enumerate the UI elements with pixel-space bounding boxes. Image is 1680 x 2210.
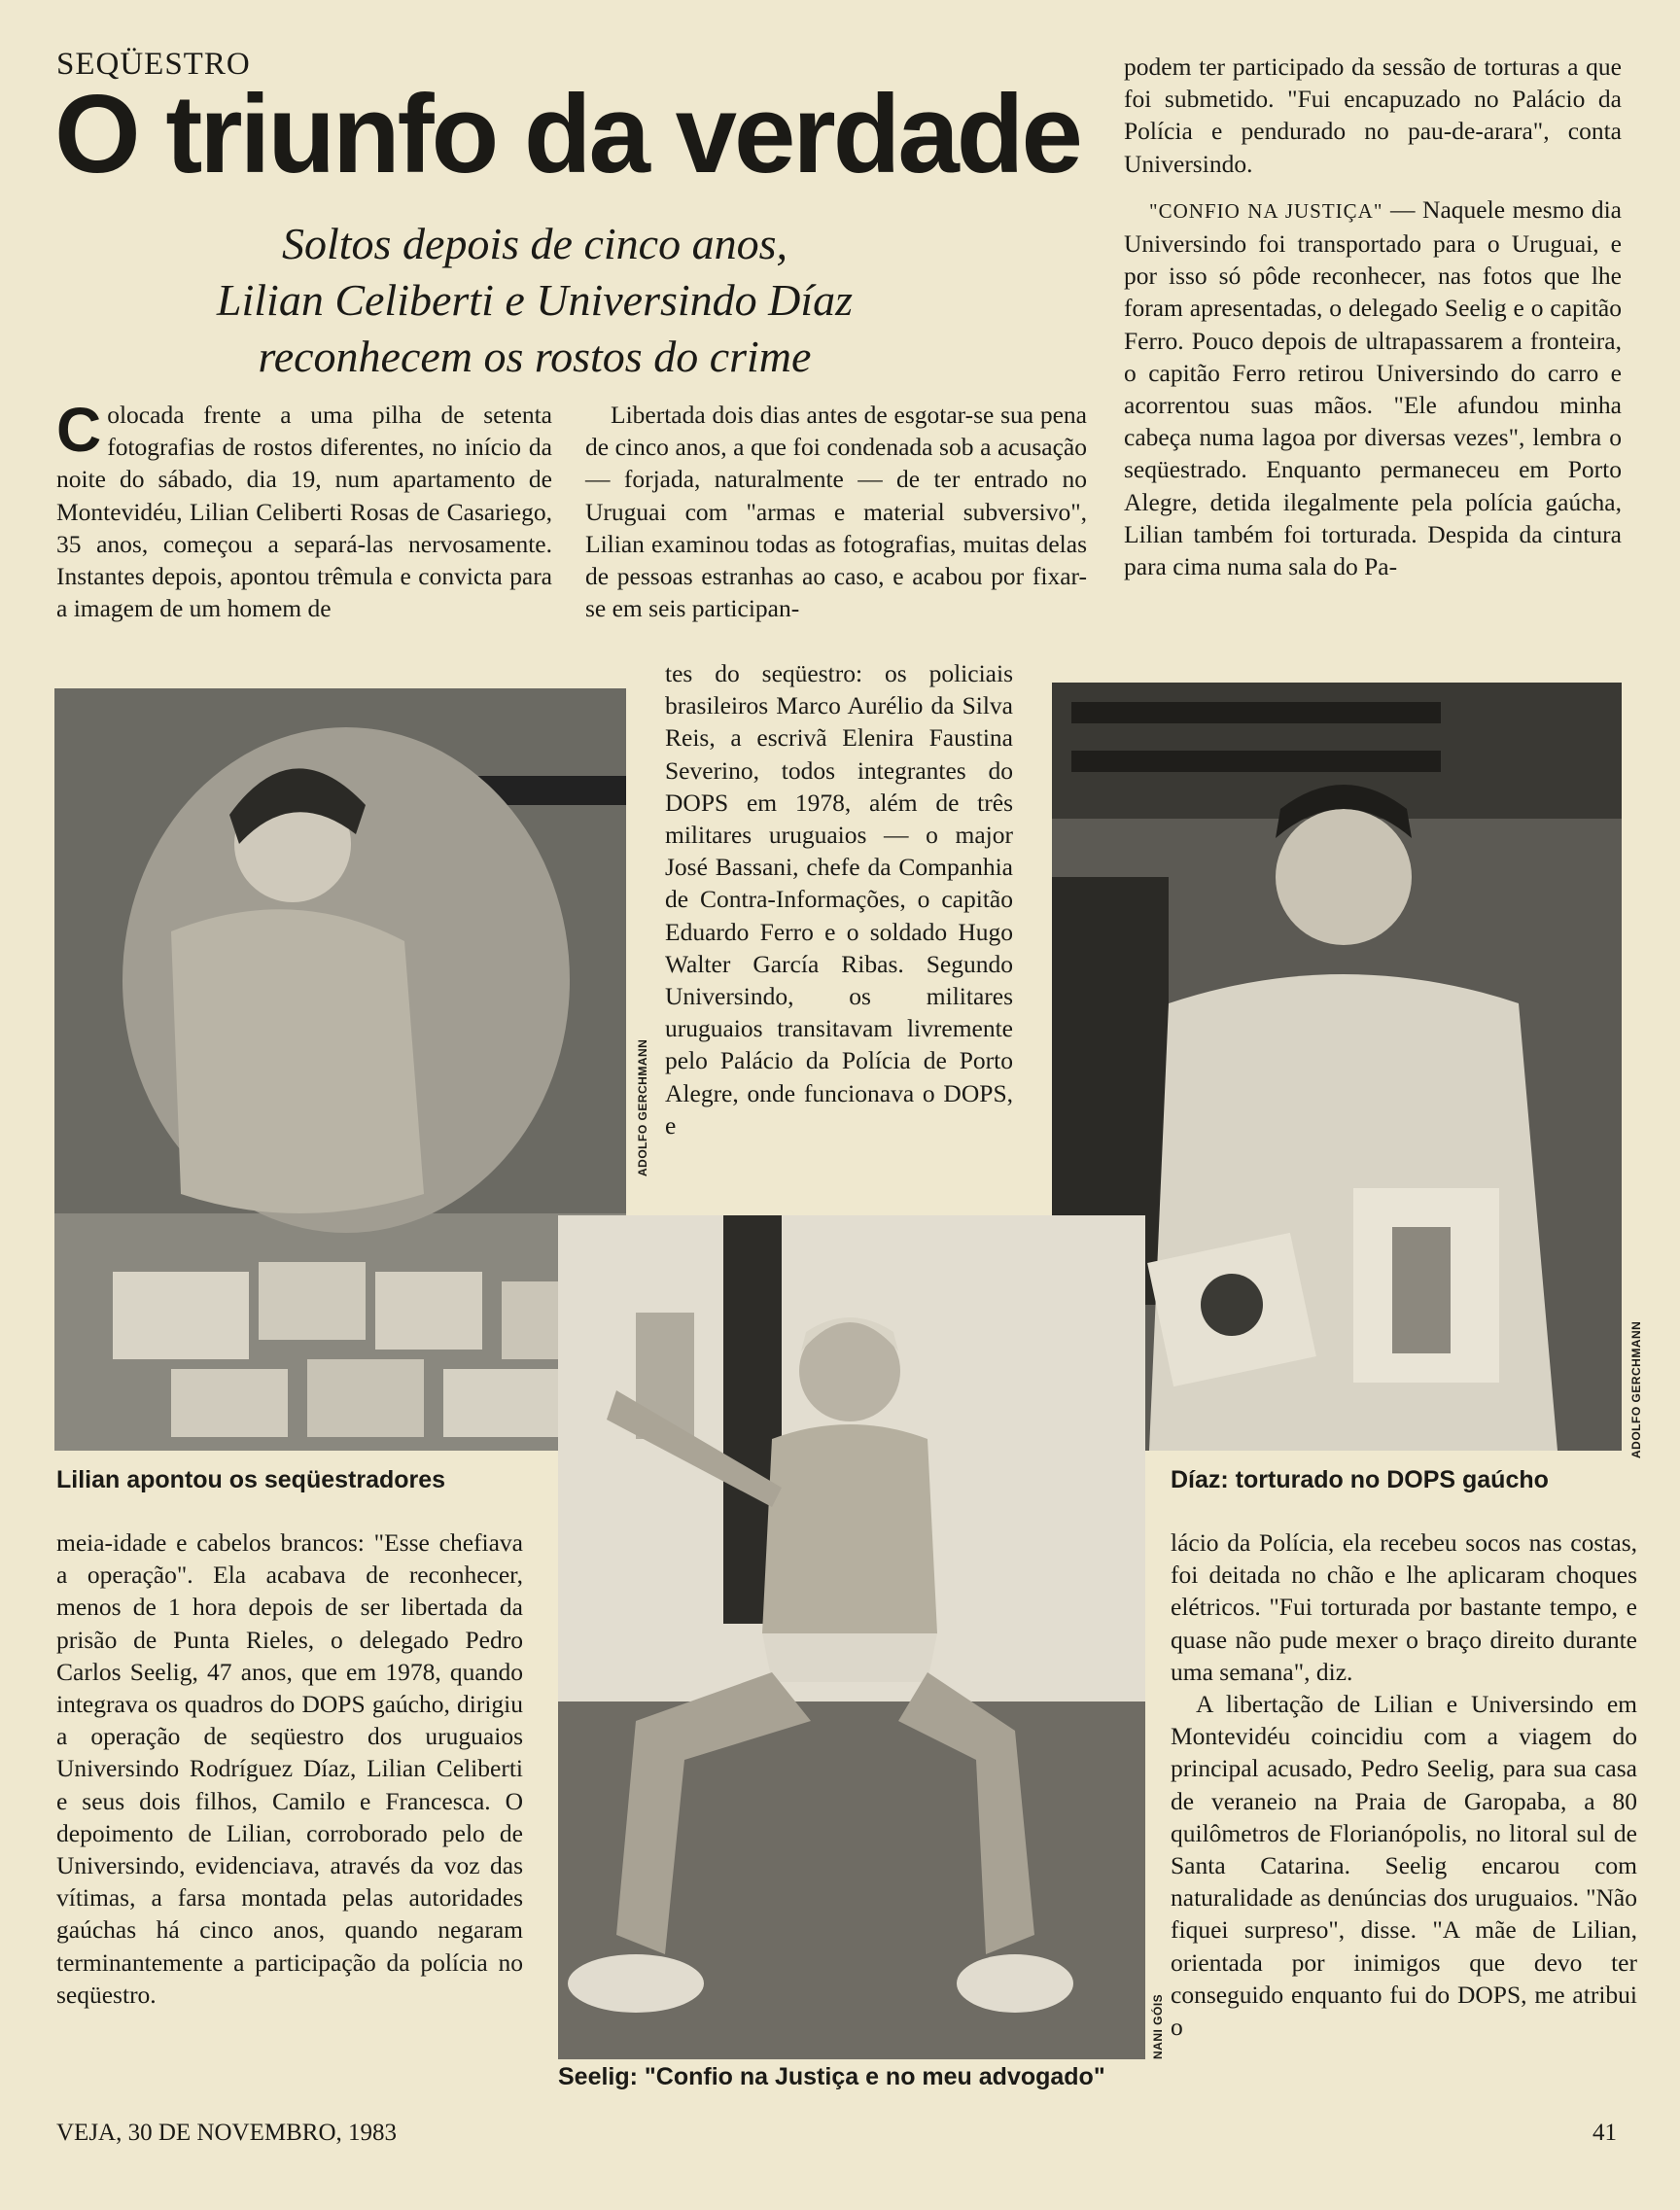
body-paragraph: podem ter participado da sessão de torturas a que foi submetido. "Fui encapuzado no Palácio da Polícia e pendurado no pau-de-arara", conta Universindo. bbox=[1124, 53, 1622, 178]
column-3-top bbox=[1124, 51, 1622, 582]
headline: O triunfo da verdade bbox=[54, 73, 1080, 196]
column-2-top bbox=[585, 399, 1087, 624]
column-1-top bbox=[56, 395, 552, 624]
deck-line-3: reconhecem os rostos do crime bbox=[258, 332, 812, 381]
column-3-bottom bbox=[1171, 1526, 1637, 2043]
seelig-photo-credit: NANI GÓIS bbox=[1151, 1993, 1165, 2059]
subhead: "CONFIO NA JUSTIÇA" bbox=[1149, 198, 1383, 223]
lilian-caption: Lilian apontou os seqüestradores bbox=[56, 1466, 446, 1493]
dropcap: C bbox=[56, 395, 102, 465]
issue-date: VEJA, 30 DE NOVEMBRO, 1983 bbox=[56, 2120, 397, 2146]
section-label: SEQÜESTRO bbox=[56, 47, 251, 82]
lilian-photo bbox=[54, 688, 626, 1451]
page-number: 41 bbox=[1592, 2120, 1617, 2146]
column-2-narrow bbox=[665, 657, 1013, 1141]
body-paragraph: A libertação de Lilian e Universindo em Montevidéu coincidiu com a viagem do principal acusado, Pedro Seelig, para sua casa de veraneio na Praia de Garopaba, a 80 quilômetros de Florianópolis, no litoral sul de Santa Catarina. Seelig encarou com naturalidade as denúncias dos uruguaios. "Não fiquei surpreso", disse. "A mãe de Lilian, orientada por inimigos que devo ter conseguido enquanto fui do DOPS, me atribui o bbox=[1171, 1690, 1637, 2042]
body-paragraph: Libertada dois dias antes de esgotar-se sua pena de cinco anos, a que foi condenada sob a acusação — forjada, naturalmente — de ter entrado no Uruguai com "armas e material subversivo", Lilian examinou todas as fotografias, muitas delas de pessoas estranhas ao caso, e acabou por fixar-se em seis participan- bbox=[585, 401, 1087, 623]
body-paragraph: meia-idade e cabelos brancos: "Esse chefiava a operação". Ela acabava de reconhecer, menos de 1 hora depois de ser libertada da prisão de Punta Rieles, o delegado Pedro Carlos Seelig, 47 anos, que em 1978, quando integrava os quadros do DOPS gaúcho, dirigiu a operação de seqüestro dos uruguaios Universindo Rodríguez Díaz, Lilian Celiberti e seus dois filhos, Camilo e Francesca. O depoimento de Lilian, corroborado pelo de Universindo, evidenciava, através da voz das vítimas, a farsa montada pelas autoridades gaúchas há cinco anos, quando negaram terminantemente a participação da polícia no seqüestro. bbox=[56, 1528, 523, 2009]
column-1-bottom bbox=[56, 1526, 523, 2011]
diaz-photo-credit: ADOLFO GERCHMANN bbox=[1629, 1320, 1643, 1458]
deck bbox=[146, 216, 924, 385]
seelig-caption: Seelig: "Confio na Justiça e no meu advogado" bbox=[558, 2063, 1105, 2090]
deck-line-2: Lilian Celiberti e Universindo Díaz bbox=[216, 275, 854, 325]
body-paragraph: olocada frente a uma pilha de setenta fotografias de rostos diferentes, no início da noite do sábado, dia 19, num apartamento de Montevidéu, Lilian Celiberti Rosas de Casariego, 35 anos, começou a separá-las nervosamente. Instantes depois, apontou trêmula e convicta para a imagem de um homem de bbox=[56, 401, 552, 623]
deck-line-1: Soltos depois de cinco anos, bbox=[282, 219, 788, 268]
body-paragraph: lácio da Polícia, ela recebeu socos nas costas, foi deitada no chão e lhe aplicaram choques elétricos. "Fui torturada por bastante tempo, e quase não pude mexer o braço direito durante uma semana", diz. bbox=[1171, 1528, 1637, 1686]
lilian-photo-credit: ADOLFO GERCHMANN bbox=[636, 1038, 649, 1176]
diaz-caption: Díaz: torturado no DOPS gaúcho bbox=[1171, 1466, 1549, 1493]
body-paragraph: tes do seqüestro: os policiais brasileiros Marco Aurélio da Silva Reis, a escrivã Elenira Faustina Severino, todos integrantes do DOPS em 1978, além de três militares uruguaios — o major José Bassani, chefe da Companhia de Contra-Informações, o capitão Eduardo Ferro e o soldado Hugo Walter García Ribas. Segundo Universindo, os militares uruguaios transitavam livremente pelo Palácio da Polícia de Porto Alegre, onde funcionava o DOPS, e bbox=[665, 659, 1013, 1140]
body-paragraph-subhead: "CONFIO NA JUSTIÇA" — Naquele mesmo dia Universindo foi transportado para o Uruguai, e por isso só pôde reconhecer, nas fotos que lhe foram apresentadas, o delegado Seelig e o capitão Ferro. Pouco depois de ultrapassarem a fronteira, o capitão Ferro retirou Universindo do carro e acorrentou suas mãos. "Ele afundou minha cabeça numa lagoa por diversas vezes", lembra o seqüestrado. Enquanto permaneceu em Porto Alegre, detida ilegalmente pela polícia gaúcha, Lilian também foi torturada. Despida da cintura para cima numa sala do Pa- bbox=[1124, 194, 1622, 581]
seelig-photo bbox=[558, 1215, 1145, 2059]
